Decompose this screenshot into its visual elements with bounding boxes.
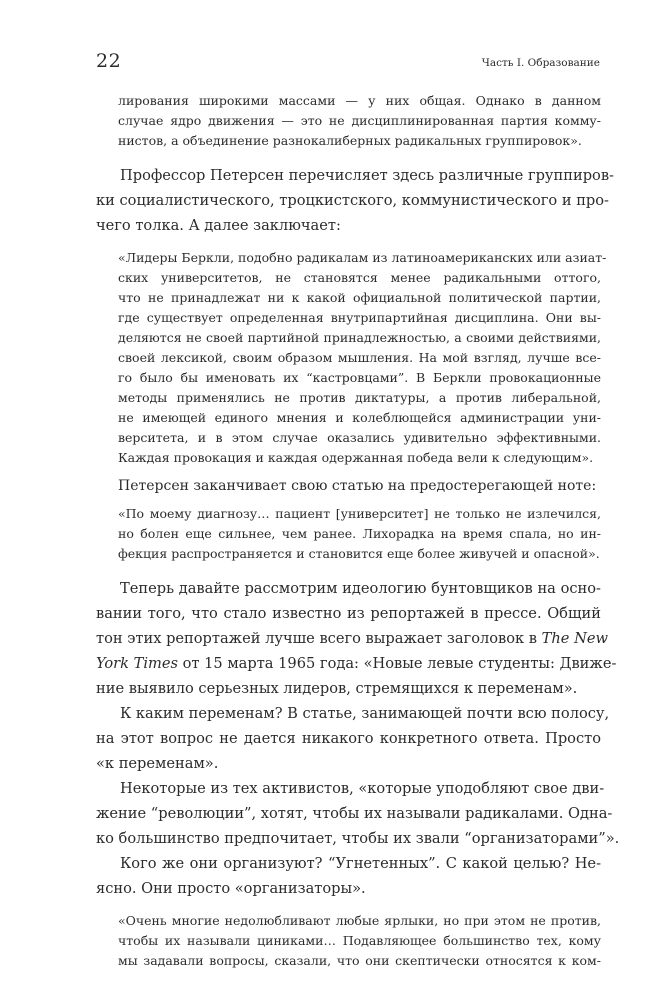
quote-intro: [118, 474, 601, 498]
text-line: «По моему диагнозу… пациент [университет] не только не излечился,: [118, 506, 601, 521]
quote-block: [118, 248, 607, 468]
text-line: ских университетов, не становятся менее радикальными оттого,: [118, 270, 601, 285]
newspaper-title: The New: [541, 630, 608, 647]
text-line: ние выявило серьезных лидеров, стремящихся к переменам».: [96, 680, 578, 697]
text-line: на этот вопрос не дается никакого конкретного ответа. Просто: [96, 730, 601, 747]
text-line: не имеющей единого мнения и колеблющейся администрации уни-: [118, 410, 601, 425]
quote-block: [118, 911, 601, 971]
text-line: верситета, и в этом случае оказались удивительно эффективными.: [118, 430, 601, 445]
text-line: «Очень многие недолюбливают любые ярлыки, но при этом не против,: [118, 913, 601, 928]
text-line: го было бы именовать их “кастровцами”. В Беркли провокационные: [118, 370, 601, 385]
text-line: мы задавали вопросы, сказали, что они скептически относятся к ком-: [118, 953, 601, 968]
text-line: «Лидеры Беркли, подобно радикалам из латиноамериканских или азиат-: [118, 250, 607, 265]
paragraph: [96, 576, 617, 701]
text-line: Каждая провокация и каждая одержанная победа вели к следующим».: [118, 450, 594, 465]
text-line: случае ядро движения — это не дисциплинированная партия комму-: [118, 113, 601, 128]
text-line: жение “революции”, хотят, чтобы их называли радикалами. Одна-: [96, 805, 613, 822]
text-line: York Times от 15 марта 1965 года: «Новые левые студенты: Движе-: [96, 655, 617, 672]
page-body: [96, 91, 620, 971]
quote-block: [118, 91, 601, 151]
text-line: Теперь давайте рассмотрим идеологию бунтовщиков на осно-: [120, 580, 601, 597]
newspaper-title: York Times: [96, 655, 178, 672]
text-line: К каким переменам? В статье, занимающей почти всю полосу,: [120, 705, 610, 722]
text-line: ки социалистического, троцкистского, коммунистического и про-: [96, 192, 609, 209]
text-line: Петерсен заканчивает свою статью на предостерегающей ноте:: [118, 478, 597, 494]
text-line: Некоторые из тех активистов, «которые уподобляют свое дви-: [120, 780, 605, 797]
text-line: Профессор Петерсен перечисляет здесь различные группиров-: [120, 167, 614, 184]
page-number: 22: [96, 50, 122, 72]
page-header: [0, 0, 672, 90]
text-line: фекция распространяется и становится еще более живучей и опасной».: [118, 546, 600, 561]
text-line: но болен еще сильнее, чем ранее. Лихорадка на время спала, но ин-: [118, 526, 601, 541]
text-line: методы применялись не против диктатуры, а против либеральной,: [118, 390, 601, 405]
text-line: своей лексикой, своим образом мышления. На мой взгляд, лучше все-: [118, 350, 601, 365]
text-line: «к переменам».: [96, 755, 219, 772]
text-line: нистов, а объединение разнокалиберных радикальных группировок».: [118, 133, 582, 148]
text-line: Кого же они организуют? “Угнетенных”. С какой целью? Не-: [120, 855, 601, 872]
text-line: чтобы их называли циниками… Подавляющее большинство тех, кому: [118, 933, 601, 948]
paragraph: [96, 851, 601, 901]
paragraph: [96, 776, 620, 851]
text-line: что не принадлежат ни к какой официальной политической партии,: [118, 290, 601, 305]
text-line: лирования широкими массами — у них общая. Однако в данном: [118, 93, 601, 108]
paragraph: [96, 163, 614, 238]
text-line: ко большинство предпочитает, чтобы их звали “организаторами”».: [96, 830, 620, 847]
quote-block: [118, 504, 601, 564]
text-line: тон этих репортажей лучше всего выражает заголовок в The New: [96, 630, 608, 647]
running-head: Часть I. Образование: [481, 57, 600, 69]
text-line: чего толка. А далее заключает:: [96, 217, 341, 234]
text-line: вании того, что стало известно из репортажей в прессе. Общий: [96, 605, 601, 622]
text-line: деляются не своей партийной принадлежностью, а своими действиями,: [118, 330, 601, 345]
paragraph: [96, 701, 610, 776]
text-line: ясно. Они просто «организаторы».: [96, 880, 366, 897]
text-line: где существует определенная внутрипартийная дисциплина. Они вы-: [118, 310, 601, 325]
